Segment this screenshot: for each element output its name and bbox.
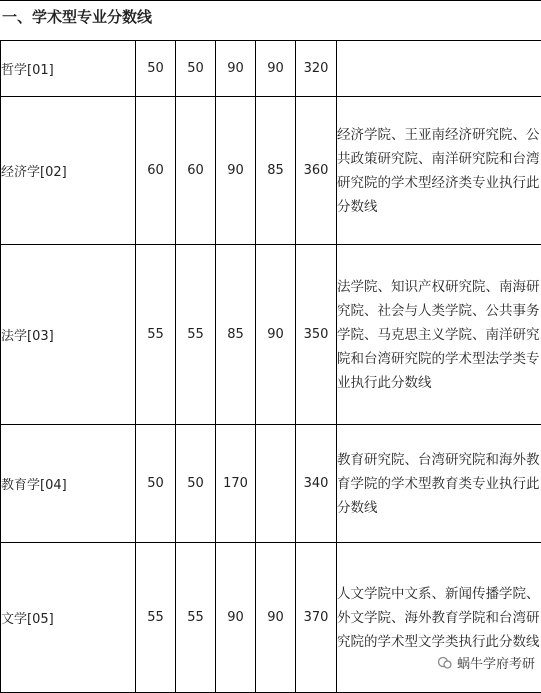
score-politics: 55: [136, 245, 176, 425]
subject-name: 哲学[01]: [1, 41, 136, 97]
score-table: [0, 40, 541, 693]
score-total: 350: [296, 245, 337, 425]
score-subject-1: 85: [216, 245, 256, 425]
table-row: [1, 97, 541, 245]
table-row: [1, 41, 541, 97]
score-politics: 55: [136, 543, 176, 693]
score-foreign-language: 50: [176, 425, 216, 543]
score-subject-2: 90: [256, 41, 296, 97]
note-text: 教育研究院、台湾研究院和海外教育学院的学术型教育类专业执行此分数线: [337, 425, 541, 543]
table-row: [1, 245, 541, 425]
subject-name: 经济学[02]: [1, 97, 136, 245]
table-row: [1, 425, 541, 543]
score-foreign-language: 60: [176, 97, 216, 245]
note-text: 人文学院中文系、新闻传播学院、外文学院、海外教育学院和台湾研究院的学术型文学类执行此分数线: [337, 543, 541, 693]
note-text: [337, 41, 541, 97]
score-subject-1: 90: [216, 97, 256, 245]
score-politics: 50: [136, 41, 176, 97]
subject-name: 教育学[04]: [1, 425, 136, 543]
score-total: 340: [296, 425, 337, 543]
score-subject-1: 90: [216, 41, 256, 97]
watermark: [437, 653, 535, 672]
note-text: 法学院、知识产权研究院、南海研究院、社会与人类学院、公共事务学院、马克思主义学院、南洋研究院和台湾研究院的学术型法学类专业执行此分数线: [337, 245, 541, 425]
score-foreign-language: 55: [176, 245, 216, 425]
score-politics: 50: [136, 425, 176, 543]
score-subject-1: 170: [216, 425, 256, 543]
wechat-logo-icon: [437, 655, 453, 671]
score-total: 370: [296, 543, 337, 693]
score-total: 360: [296, 97, 337, 245]
score-foreign-language: 50: [176, 41, 216, 97]
score-subject-2: 90: [256, 543, 296, 693]
subject-name: 法学[03]: [1, 245, 136, 425]
note-text: 经济学院、王亚南经济研究院、公共政策研究院、南洋研究院和台湾研究院的学术型经济类专业执行此分数线: [337, 97, 541, 245]
score-subject-1: 90: [216, 543, 256, 693]
score-subject-2: [256, 425, 296, 543]
subject-name: 文学[05]: [1, 543, 136, 693]
score-politics: 60: [136, 97, 176, 245]
watermark-text: 蜗牛学府考研: [457, 653, 535, 672]
score-foreign-language: 55: [176, 543, 216, 693]
section-title: 一、学术型专业分数线: [0, 0, 541, 40]
score-subject-2: 90: [256, 245, 296, 425]
score-total: 320: [296, 41, 337, 97]
score-subject-2: 85: [256, 97, 296, 245]
